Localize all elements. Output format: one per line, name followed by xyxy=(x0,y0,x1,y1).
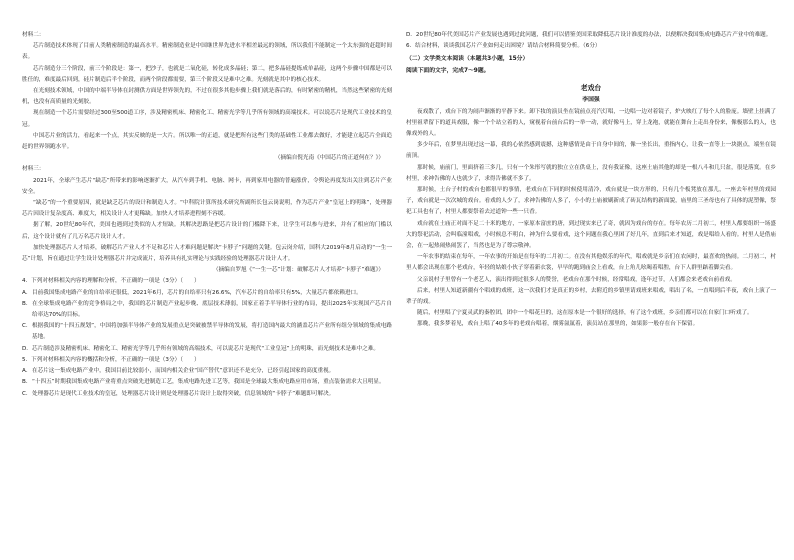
material-three-source: （摘编自罗旭《“一生一芯”计划：破解芯片人才培养“卡脖子”难题》） xyxy=(212,267,384,274)
material-two-paragraph: 芯片制造分三个阶段，前三个阶段是：第一，把沙子，也就是二氧化硅，转化成多晶硅；第二，把多晶硅提练成单晶硅，这两个步骤中国都是可以胜任的，难度最后回到，硅片制造后半个阶段，而两个阶段都需要，第三个阶段又是难中之难。光刻就是其中的核心技术。 xyxy=(22,65,392,83)
option-text: 根据我国的“十四五规划”，中国将加强半导体产业的发展重点是突破被禁半导体的发展，将打造国内最大的涵盖芯片产业所有组分领域的集成电路基地。 xyxy=(32,323,392,341)
material-two-label: 材料二： xyxy=(22,32,45,38)
story-paragraph: 戏台就在土庙正对面不足二十米的地方，一家原本富庶的唐，到过现实来已了奇，就因为戏台的存在。每年农历二月初二，村里人都要组织一场盛大的祭祀活动，会叫临潼唱戏，小时候总不明白，神为什么要看戏，这个问题在我心里困了好几年，直到后来才知道，戏是唱给人看的。村里人是借庙会，在一起热闹热闹罢了，当然也是为了尊宗敬神。 xyxy=(406,220,776,250)
option-label: C． xyxy=(22,390,32,397)
material-three-paragraph: 据了解，20世纪80年代，美国也遇到过类似的人才短缺。其解决思路是把芯片设计的门槛降下来，让学生可以参与进来，并有了相应的门槛以后，这个设计就有了几万名芯片设计人才。 xyxy=(22,222,392,240)
material-three-paragraph: 加快处理器芯片人才培养，破解芯片产业人才不足和芯片人才难问题是解决“卡脖子”问题的关键。包云岗介绍，国科大2019年8月启动的“一生一芯”计划，旨在通过让学生设计处理器芯片并完成流片，培养具有扎实理论与实践经验的处理器芯片设计人才。 xyxy=(22,244,392,263)
option-text: 在芯片这一集成电路产业中，我国目前比较弱小，而国内相关企业“国产替代”意识还不是充分，已经引起国家的高度重视。 xyxy=(32,368,335,375)
option-label: A． xyxy=(22,289,32,296)
option-text: 芯片制造涉及精密机床、精密化工、精密光学等几乎所有领域的高端技术，可以说芯片是现代“工业皇冠”上的明珠，而光刻技术是难中之难。 xyxy=(32,345,380,352)
story-paragraph: 父亲说村子里曾有一个老艺人，演出得到过很多人的赞誉，老戏台在那个时候，经常唱戏，逢年过节，人们都会来老戏台前看戏。 xyxy=(417,276,736,283)
story-paragraph: 那时候，土台子村的戏台也都很早的事情，老戏台在下同的时候使用清冷，戏台就是一块方形的，只有几个板凳放在那儿，一座去年村里的戏园子，戏台就是一次次城的戏台。看戏的人少了，求神告佛的人多了，小小的土庙被刷新成了砖瓦结构的新面貌，庙里的三圣母也有了具体的泥塑像，祭祀工具也有了，村里人都要祭着去过道钟一些一只香。 xyxy=(406,187,776,216)
right-column xyxy=(406,30,776,550)
option-text: 处理器芯片是现代工业技术的皇冠，处理器芯片设计则是处理器芯片设计上取得突破，信息领域的“卡脖子”难题即可解决。 xyxy=(32,390,335,397)
material-two-paragraph: 中国芯片业的活力，看起来一个点，其实反映的是一大片。所以唯一的正道，就是把所有这些门类的基础性工业都去做好，才能建立起芯片全面追赶的世界领跑水平。 xyxy=(22,132,392,151)
question-5-stem: 5．下列对材料相关内容的概括和分析，不正确的一项是（3分）（ ） xyxy=(22,356,200,363)
story-title: 老戏台 xyxy=(580,83,602,92)
question-4-option-a xyxy=(22,288,392,299)
question-5-option-a xyxy=(22,366,392,377)
section-heading: （二）文学类文本阅读（本题共3小题，15分） xyxy=(406,56,529,63)
story-paragraph: 那晚，我多梦着见，戏台上唱了40多年的老戏台唱着，烟雾氤氲着，演员站在那里的，如果影一般存在台下保留。 xyxy=(417,321,699,328)
question-4-option-c xyxy=(22,321,392,343)
option-label: D． xyxy=(22,345,32,352)
material-two-paragraph: 在光刻技术领域，中国的中端半导体在封测供方面是世界领先的，不过在很多其他步骤上我们就是落后的，有时紧密的精机，当然这些紧密的光刻机，也没有高质量的光刻胶。 xyxy=(22,88,392,106)
question-4-option-d xyxy=(22,344,392,355)
option-label: A． xyxy=(22,368,32,375)
left-column xyxy=(22,30,392,550)
question-4-stem: 4．下列对材料相关内容的理解和分析，不正确的一项是（3分）（ ） xyxy=(22,278,200,285)
story-paragraph: 那时候，庙前门，里面挤着三多几，只有一个朱彤写就的独立立在供桌上，没有我证像，这座土庙其他的却是一根八斗和几只盆，很是落寞。在乡村里，求神告佛的人也就少了，求得告佛就不多了。 xyxy=(406,164,776,182)
material-three-label: 材料三： xyxy=(22,166,45,173)
option-text: 在全球集成电路产业的竞争格局之中，我国的芯片制造产业起步晚、底层技术薄弱，国家正着手半导体行业的布局，提出2025年实现国产芯片自给率达70%的目标。 xyxy=(32,300,392,319)
story-paragraph: 后来，村里人知道新疆有个唱戏的戏班，这一次我们才是真正的乡村，去附近的乡镇里请戏班来唱戏，唱出了名，一直唱到后半夜，戏台上演了一辈子的戏。 xyxy=(406,287,776,306)
material-two-paragraph: 芯片制造技术体现了目前人类精密制造的最高水平。精密制造业是中国继世界先进水平相差最远的领域，所以我们不能制定一个太东强的赶超时间表。 xyxy=(22,43,392,61)
story-author: 李国强 xyxy=(582,96,600,103)
reading-instruction: 阅读下面的文字，完成7～9题。 xyxy=(406,68,490,74)
question-5-option-b xyxy=(22,377,392,388)
story-paragraph: 随后，村里唱了宁夏灵武的秦腔团，团中一个唱花旦的，这在原本是一个很好的选择，有了这个戏班，乡亲们都可以在自家门口听戏了。 xyxy=(417,310,753,317)
option-label: B． xyxy=(22,300,32,307)
story-paragraph: 夜戏散了，戏台下的为闹声渐渐的平静下来。卸下妆的演员坐在镜前点亮汽灯唱，一边唱一边对着镜子，炉火映红了每个人的脸庞。墙壁上挂满了村里祖辈留下的道具戏服，像一个个站立着的人，窥视着台前台后的一举一动，就好像马上，穿上龙袍，就能在舞台上走出身份来，像极那么的人，也像戏外的人。 xyxy=(406,108,776,137)
story-paragraph: 一年农事的结束在每年，一年农事的开始是在每年的二月初二。在没有其他娱乐的年代，唱戏就是乡亲们在农闲时，最喜欢的热闹。二月初二，村里人都会出现在那个老戏台，年轻的姑娘小伙子穿着新衣裳，早早的跑到庙会上看戏，台上角儿吆喝着唱腔，台下人群里踮着脚尖看。 xyxy=(406,254,776,272)
question-6-stem: 6．结合材料，谈谈我国芯片产业如何走出困境？请结合材料简要分析。（6分） xyxy=(406,43,601,50)
story-paragraph: 多少年后，在梦里出现过这一幕，我的心依然感到震撼，这种感情是由于自身中间的，像一坐长出，重指内心，让我一直等上一块据点，端坐在镜前顶。 xyxy=(406,142,776,160)
material-three-paragraph: 2021年，全球产生芯片“缺芯”所带来的影响逐渐扩大，从汽车到手机、电脑、网卡，再到家用电器的普遍涨价，令舆论再度发出关注到芯片产业安全。 xyxy=(22,177,392,195)
question-5-option-c xyxy=(22,389,392,400)
material-two-paragraph: 现在制造一个芯片需要经过300至500道工序，涉及精密机床、精密化工、精密光学等几乎所有领域的高端技术。可以说芯片是现代工业技术的皇冠。 xyxy=(22,110,392,128)
material-three-paragraph: “缺芯”的一个重要原因，就是缺乏芯片的设计和制造人才。“中科院计算所技术研究所副所长包云岗说明，作为芯片产业“皇冠上的明珠”，处理器芯片因设计复杂度高、难度大，相关设计人才更稀缺。加快人才培养进程刻不容缓。 xyxy=(22,200,392,218)
option-text: 目前我国集成电路产业的自给率还很低，2021年6月，芯片的自给率只有26.6%，汽车芯片的自给率只有5%，大量芯片都依赖进口。 xyxy=(32,289,362,296)
question-4-option-b xyxy=(22,299,392,321)
option-label: C． xyxy=(22,323,32,330)
material-two-source: （摘编自倪光南《中国芯片的正道何在？》） xyxy=(274,155,384,162)
option-text: “十四五”时期我国集成电路产业将重点突破先进制造工艺，集成电路先进工艺等，我国是全球最大集成电路应用市场，重点装备需求大且明显。 xyxy=(32,379,385,386)
option-label: B． xyxy=(22,379,32,386)
question-5-option-d: D．20世纪80年代美国芯片产业发展也遇到过此问题，我们可以借鉴美国采取降低芯片设计准度的办法，以便解决我国集成电路芯片产业中的难题。 xyxy=(406,32,772,38)
